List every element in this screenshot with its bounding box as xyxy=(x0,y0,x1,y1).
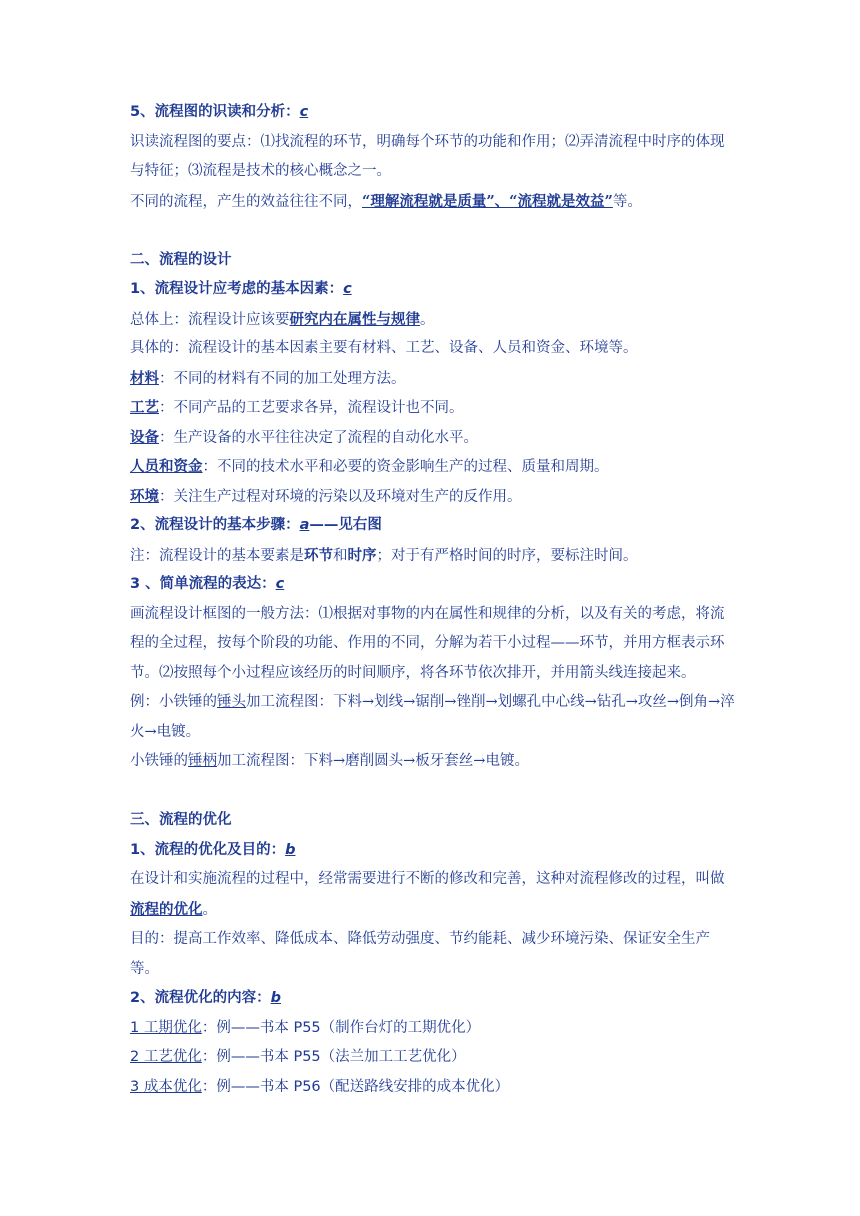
optimization-item: 3 成本优化：例——书本 P56（配送路线安排的成本优化） xyxy=(130,1078,510,1095)
factor-item: 材料：不同的材料有不同的加工处理方法。 xyxy=(130,369,406,387)
level-mark: b xyxy=(285,841,296,858)
paragraph-method: 画流程设计框图的一般方法：⑴根据对事物的内在属性和规律的分析，以及有关的考虑，将流程的全过程，按每个阶段的功能、作用的不同，分解为若干小过程——环节，并用方框表示环节。⑵按照每个小过程应该经历的时间顺序，将各环节依次排开，并用箭头线连接起来。 xyxy=(130,605,725,681)
factor-label: 工艺 xyxy=(130,399,159,416)
emphasis-optimization: 流程的优化 xyxy=(130,900,203,918)
optimization-item: 1 工期优化：例——书本 P55（制作台灯的工期优化） xyxy=(130,1019,481,1036)
paragraph-benefit: 不同的流程，产生的效益往往不同，“理解流程就是质量”、“流程就是效益”等。 xyxy=(130,192,642,210)
document-body xyxy=(130,98,735,1102)
factor-item: 工艺：不同产品的工艺要求各异，流程设计也不同。 xyxy=(130,399,464,416)
paragraph-note: 注：流程设计的基本要素是环节和时序；对于有严格时间的时序，要标注时间。 xyxy=(130,546,638,564)
heading-simple-expression: 3 、简单流程的表达：c xyxy=(130,576,285,592)
paragraph-reading-points: 识读流程图的要点：⑴找流程的环节，明确每个环节的功能和作用；⑵弄清流程中时序的体现与特征；⑶流程是技术的核心概念之一。 xyxy=(130,133,725,179)
heading-design-factors: 1、流程设计应考虑的基本因素：c xyxy=(130,281,352,297)
level-mark: c xyxy=(299,104,309,120)
heading-optimization-content: 2、流程优化的内容：b xyxy=(130,990,281,1006)
paragraph-example-head: 例：小铁锤的锤头加工流程图：下料→划线→锯削→锉削→划螺孔中心线→钻孔→攻丝→倒角→淬火→电镀。 xyxy=(130,694,735,740)
section-title-design: 二、流程的设计 xyxy=(130,251,232,268)
paragraph-purpose: 目的：提高工作效率、降低成本、降低劳动强度、节约能耗、减少环境污染、保证安全生产等。 xyxy=(130,931,710,977)
section-title-optimization: 三、流程的优化 xyxy=(130,812,232,828)
paragraph-overall: 总体上：流程设计应该要研究内在属性与规律。 xyxy=(130,310,435,328)
paragraph-specific: 具体的：流程设计的基本因素主要有材料、工艺、设备、人员和资金、环境等。 xyxy=(130,340,638,356)
level-mark: b xyxy=(270,990,281,1006)
level-mark: c xyxy=(343,281,352,297)
factor-label: 设备 xyxy=(130,428,159,446)
heading-design-steps: 2、流程设计的基本步骤：a——见右图 xyxy=(130,517,382,533)
factor-label: 材料 xyxy=(130,369,159,387)
factor-item: 人员和资金：不同的技术水平和必要的资金影响生产的过程、质量和周期。 xyxy=(130,458,609,475)
paragraph-example-handle: 小铁锤的锤柄加工流程图：下料→磨削圆头→板牙套丝→电镀。 xyxy=(130,753,529,769)
item-label: 3 成本优化 xyxy=(130,1078,202,1095)
level-mark: c xyxy=(275,576,285,592)
emphasis-research: 研究内在属性与规律 xyxy=(289,310,420,328)
factor-label: 人员和资金 xyxy=(130,458,203,475)
factor-item: 设备：生产设备的水平往往决定了流程的自动化水平。 xyxy=(130,428,478,446)
factor-item: 环境：关注生产过程对环境的污染以及环境对生产的反作用。 xyxy=(130,487,522,505)
heading-optimization-purpose: 1、流程的优化及目的：b xyxy=(130,841,296,858)
heading-flowchart-reading: 5、流程图的识读和分析：c xyxy=(130,104,309,120)
item-label: 1 工期优化 xyxy=(130,1019,202,1036)
level-mark: a xyxy=(299,517,310,533)
optimization-item: 2 工艺优化：例——书本 P55（法兰加工工艺优化） xyxy=(130,1049,466,1065)
emphasis-quality-benefit: “理解流程就是质量”、“流程就是效益” xyxy=(362,192,613,210)
spacer xyxy=(130,216,735,246)
spacer xyxy=(130,777,735,807)
paragraph-definition: 在设计和实施流程的过程中，经常需要进行不断的修改和完善，这种对流程修改的过程，叫做流程的优化。 xyxy=(130,871,725,918)
item-label: 2 工艺优化 xyxy=(130,1049,202,1065)
factor-label: 环境 xyxy=(130,487,159,505)
